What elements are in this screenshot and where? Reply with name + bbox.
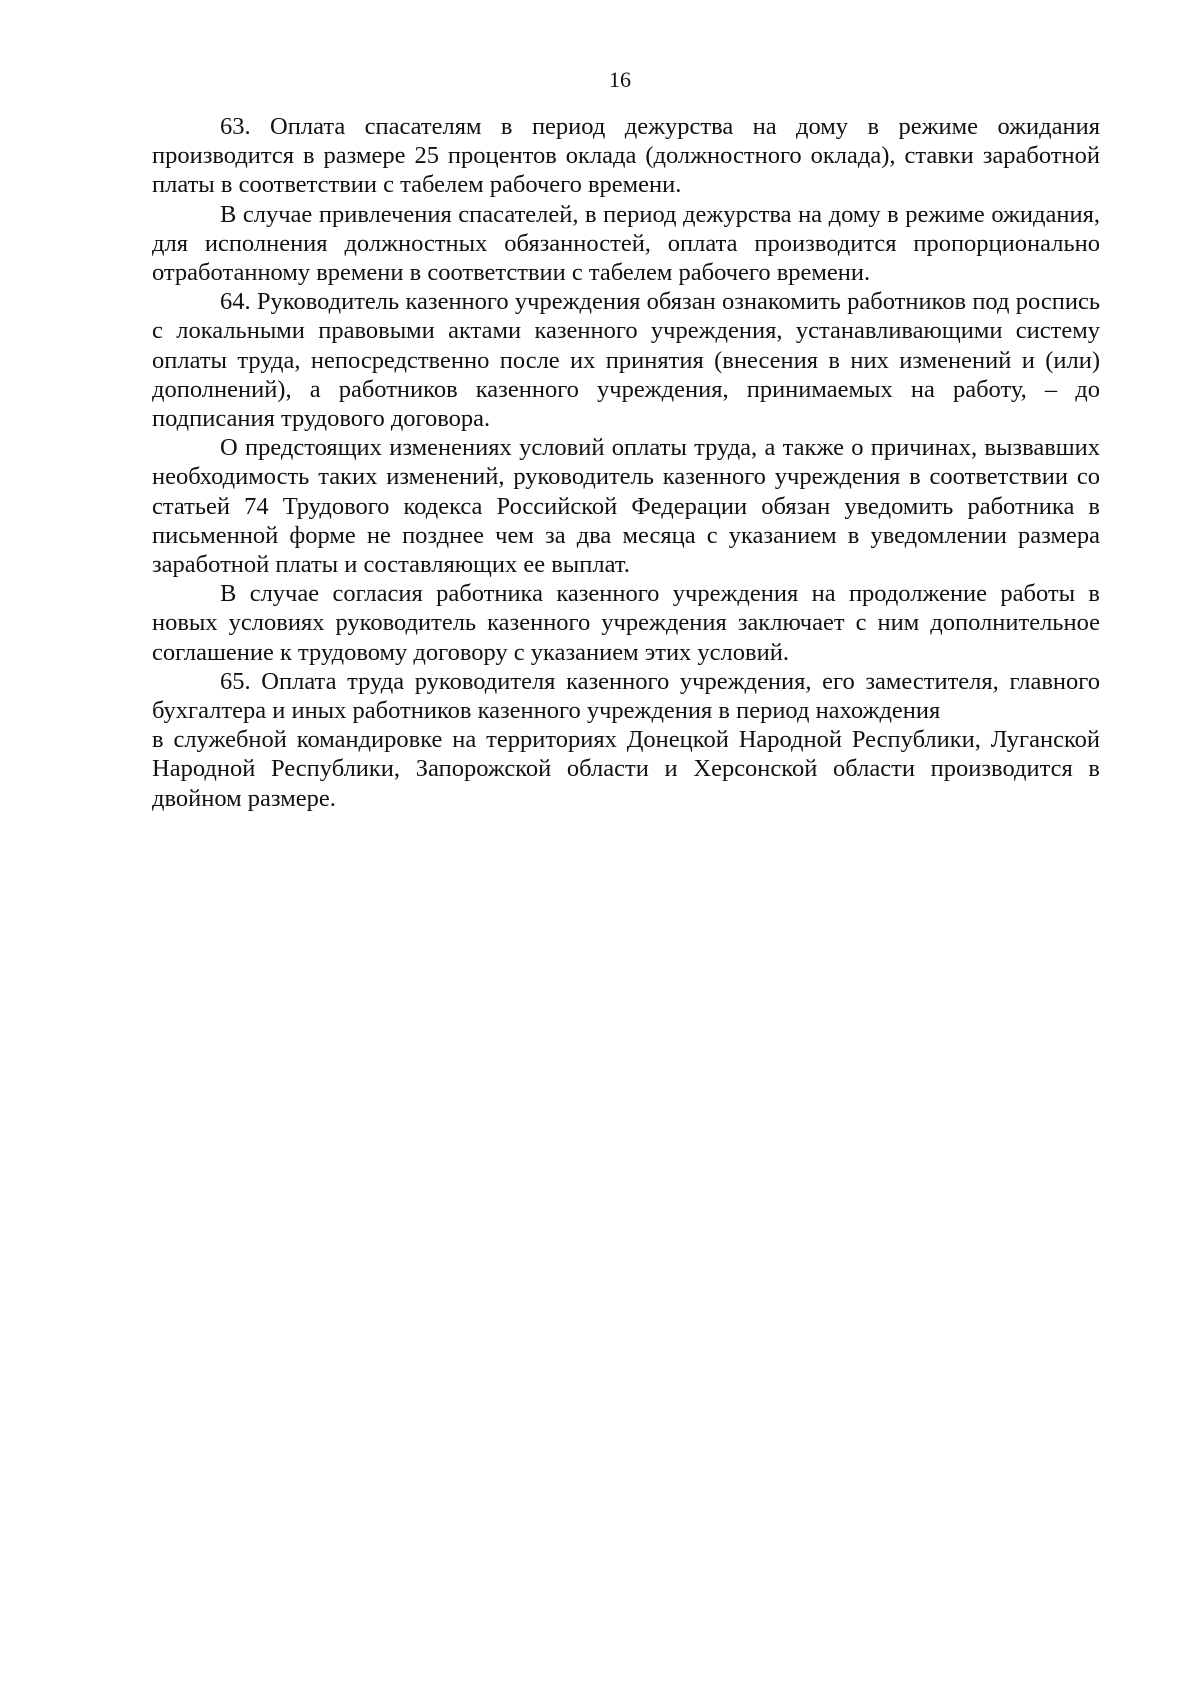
paragraph-64-notice: О предстоящих изменениях условий оплаты труда, а также о причинах, вызвавших необходимость таких изменений, руководитель казенного учреждения в соответствии со статьей 74 Трудового кодекса Российской Федерации обязан уведомить работника в письменной форме не позднее чем за два месяца с указанием в уведомлении размера заработной платы и составляющих ее выплат.: [152, 434, 1100, 579]
page-number: 16: [609, 67, 631, 92]
paragraph-65-continuation: в служебной командировке на территориях Донецкой Народной Республики, Луганской Народной Республики, Запорожской области и Херсонской области производится в двойном размере.: [152, 726, 1100, 812]
paragraph-64: 64. Руководитель казенного учреждения обязан ознакомить работников под роспись с локальными правовыми актами казенного учреждения, устанавливающими систему оплаты труда, непосредственно после их принятия (внесения в них изменений и (или) дополнений), а работников казенного учреждения, принимаемых на работу, – до подписания трудового договора.: [152, 288, 1100, 433]
document-body: [152, 112, 1100, 813]
paragraph-65: 65. Оплата труда руководителя казенного учреждения, его заместителя, главного бухгалтера и иных работников казенного учреждения в период нахождения: [152, 667, 1100, 725]
paragraph-63: 63. Оплата спасателям в период дежурства на дому в режиме ожидания производится в размере 25 процентов оклада (должностного оклада), ставки заработной платы в соответствии с табелем рабочего времени.: [152, 113, 1100, 199]
paragraph-63-continuation: В случае привлечения спасателей, в период дежурства на дому в режиме ожидания, для исполнения должностных обязанностей, оплата производится пропорционально отработанному времени в соответствии с табелем рабочего времени.: [152, 200, 1100, 287]
paragraph-64-agreement: В случае согласия работника казенного учреждения на продолжение работы в новых условиях руководитель казенного учреждения заключает с ним дополнительное соглашение к трудовому договору с указанием этих условий.: [152, 580, 1100, 666]
